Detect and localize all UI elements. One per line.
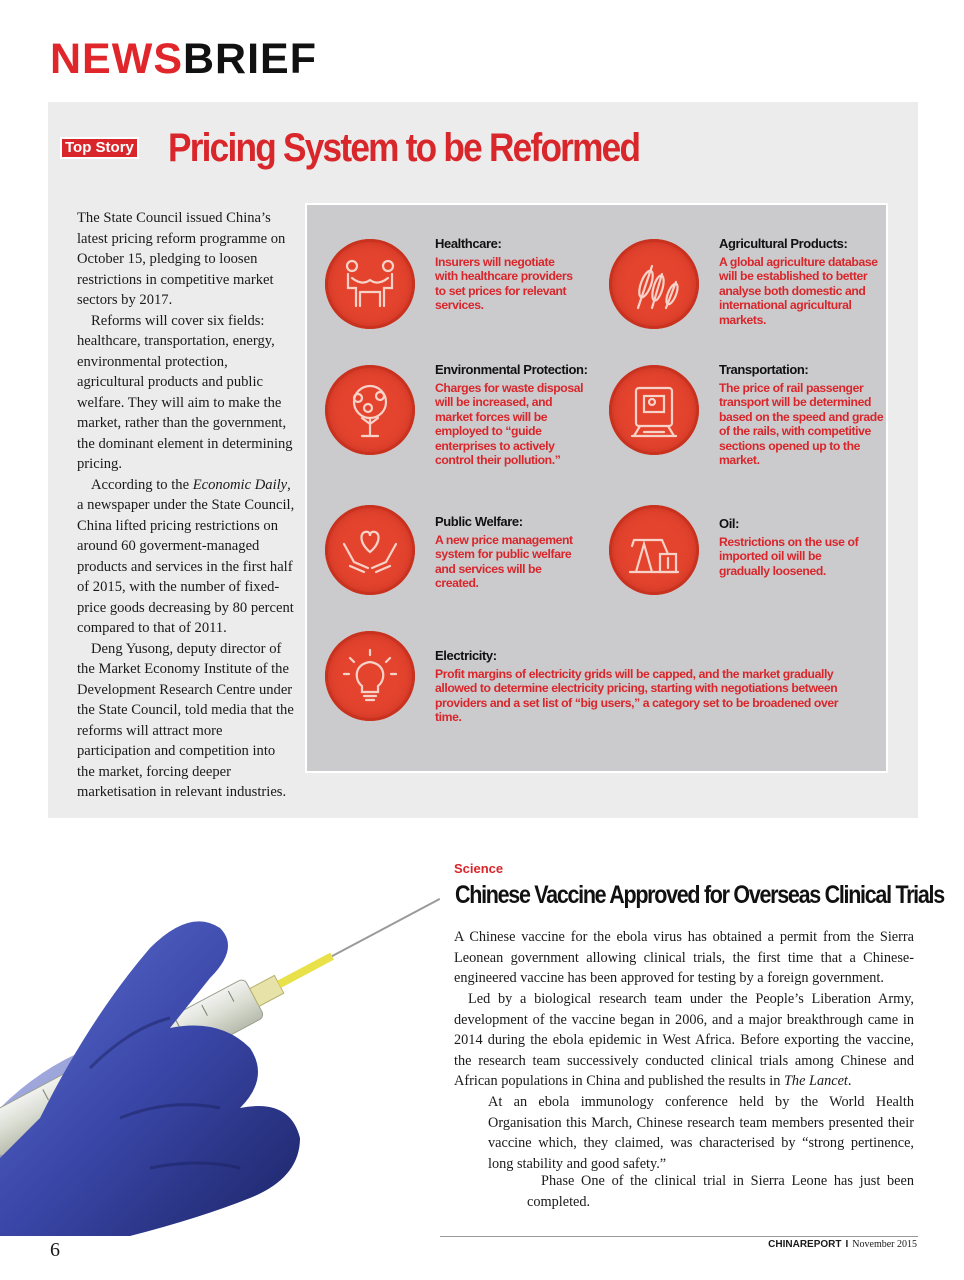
welfare-title: Public Welfare: — [435, 514, 523, 529]
lightbulb-icon — [325, 631, 415, 721]
top-story-tag: Top Story — [60, 137, 139, 159]
electricity-title: Electricity: — [435, 648, 497, 663]
healthcare-desc: Insurers will negotiate with healthcare providers to set prices for relevant services. — [435, 254, 573, 312]
science-paragraph-2-end: . — [847, 1073, 852, 1090]
oil-item — [719, 517, 869, 578]
welfare-item — [435, 515, 585, 591]
footer-divider — [440, 1236, 918, 1237]
paragraph: Deng Yusong, deputy director of the Market Economy Institute of the Development Research Centre under the State Council, told media that the reforms will attract more participation and competition into the market, forcing deeper marketisation in relevant industries. — [77, 640, 294, 800]
syringe-image — [0, 818, 450, 1236]
paragraph-suffix: , a — [77, 476, 291, 513]
oil-desc: Restrictions on the use of imported oil will be gradually loosened. — [719, 534, 859, 578]
header-brief: BRIEF — [183, 35, 317, 83]
hands-heart-icon — [325, 505, 415, 595]
transportation-item — [719, 363, 885, 468]
infographic-box — [305, 203, 888, 773]
header-news: NEWS — [50, 35, 183, 83]
healthcare-item — [435, 237, 575, 313]
top-story-body — [77, 208, 295, 803]
journal-name: The Lancet — [783, 1073, 848, 1090]
science-paragraph-2-text: Led by a biological research team under the People’s Liberation Army, development of the vaccine began in 2006, and a major breakthrough came in 2014 during the ebola epidemic in West Africa. Before exporting the vaccine, the research team successively conducted clinical trials among Chinese and African populations in China and published the results in — [454, 991, 914, 1090]
transportation-title: Transportation: — [719, 362, 809, 377]
footer-separator: I — [845, 1239, 849, 1250]
paragraph-rest: newspaper under the State Council, China lifted pricing restrictions on around 60 goverment-managed products and services in the first half of 2015, with the number of fixed-price goods decreasing by 80 percent compared to that of 2011. — [77, 497, 295, 636]
welfare-desc: A new price management system for public welfare and services will be created. — [435, 532, 573, 590]
paragraph: Reforms will cover six fields: healthcare, transportation, energy, environmental protection, agricultural products and public welfare. They will aim to make the market, rather than the government, the dominant element in determining pricing. — [77, 312, 293, 472]
environment-title: Environmental Protection: — [435, 362, 588, 377]
paragraph: The State Council issued China’s latest pricing reform programme on October 15, pledging to loosen restrictions in competitive market sectors by 2017. — [77, 210, 286, 308]
science-paragraph-2 — [454, 989, 914, 1092]
page-number: 6 — [50, 1239, 60, 1261]
paragraph — [77, 475, 295, 639]
science-headline: Chinese Vaccine Approved for Overseas Clinical Trials — [455, 881, 944, 909]
train-icon — [609, 365, 699, 455]
agriculture-title: Agricultural Products: — [719, 236, 848, 251]
science-paragraph-1: A Chinese vaccine for the ebola virus has obtained a permit from the Sierra Leonean government allowing clinical trials, the first time that a Chinese-engineered vaccine has been approved for testing by a foreign government. — [454, 929, 914, 987]
agriculture-item — [719, 237, 879, 327]
electricity-item — [435, 649, 865, 725]
environment-item — [435, 363, 591, 468]
agriculture-icon — [609, 239, 699, 329]
footer-date: November 2015 — [852, 1239, 917, 1250]
oil-pump-icon — [609, 505, 699, 595]
newspaper-name: Economic Daily — [192, 476, 288, 493]
science-label: Science — [454, 861, 504, 876]
top-story-headline: Pricing System to be Reformed — [168, 126, 640, 170]
electricity-desc: Profit margins of electricity grids will be capped, and the market gradually allowed to determine electricity pricing, starting with negotiations between providers and a set list of “big users,” a category set to be broadened over time. — [435, 666, 839, 724]
section-header — [50, 35, 317, 83]
footer-brand: CHINAREPORT — [768, 1239, 842, 1250]
healthcare-title: Healthcare: — [435, 236, 502, 251]
paragraph-prefix: According to the — [91, 476, 193, 493]
oil-title: Oil: — [719, 516, 740, 531]
transportation-desc: The price of rail passenger transport will be determined based on the speed and grade of the rails, with competitive sections opened up to the market. — [719, 380, 884, 467]
tree-icon — [325, 365, 415, 455]
healthcare-icon — [325, 239, 415, 329]
environment-desc: Charges for waste disposal will be increased, and market forces will be employed to “guide enterprises to actively control their pollution.” — [435, 380, 584, 467]
science-paragraph-3: At an ebola immunology conference held by the World Health Organisation this March, Chinese research team members presented their vaccine which, they claimed, was characterised by “strong pertinence, long stability and good safety.” — [488, 1094, 914, 1172]
agriculture-desc: A global agriculture database will be established to better analyse both domestic and international agricultural markets. — [719, 254, 878, 327]
science-paragraph-4: Phase One of the clinical trial in Sierra Leone has just been completed. — [527, 1173, 914, 1210]
footer-credit — [768, 1239, 917, 1250]
